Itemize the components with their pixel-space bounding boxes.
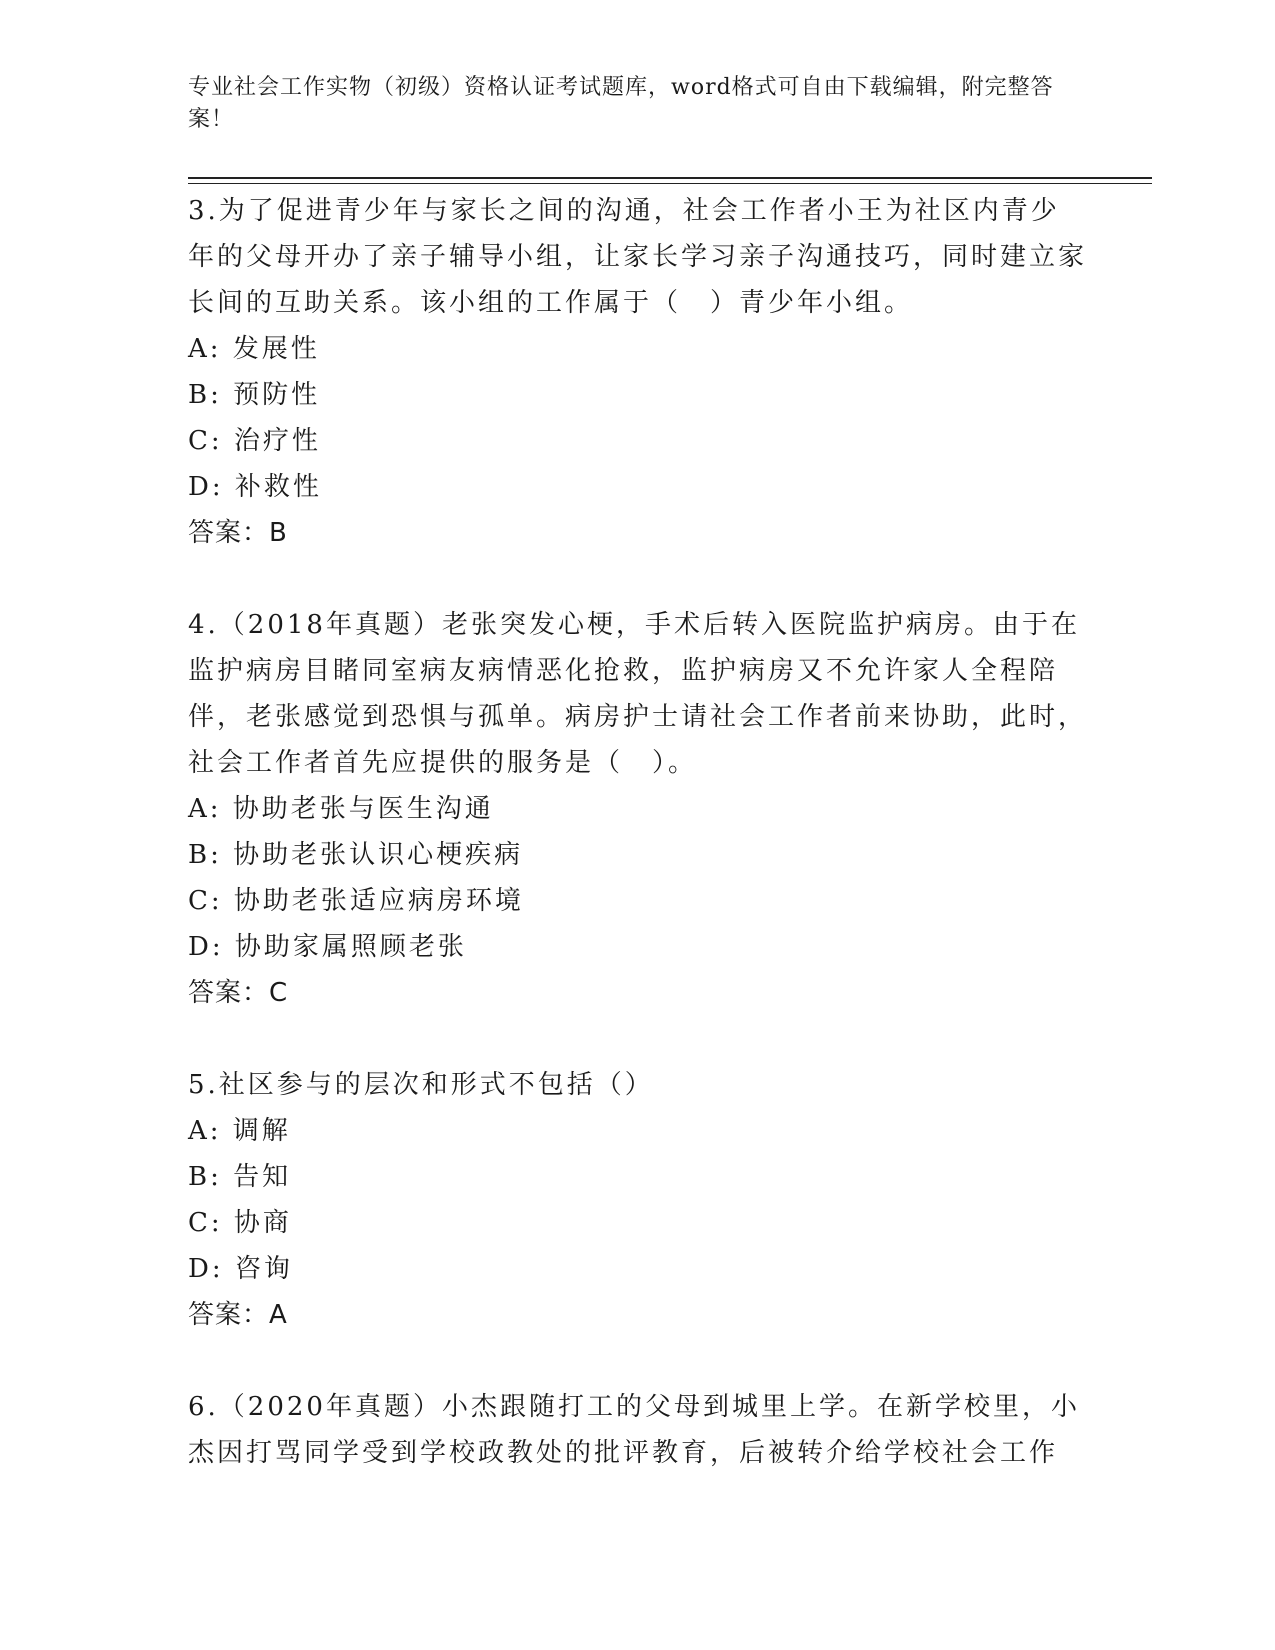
option-a: A: 协助老张与医生沟通 — [188, 794, 494, 824]
spacer — [188, 556, 1088, 602]
answer-line: 答案：C — [188, 978, 289, 1008]
question-list — [188, 188, 1088, 1476]
answer-line: 答案：A — [188, 1300, 288, 1330]
option-c: C: 协商 — [188, 1208, 292, 1238]
question-3 — [188, 188, 1088, 556]
question-4 — [188, 602, 1088, 1016]
option-c: C: 协助老张适应病房环境 — [188, 886, 524, 916]
header-divider-thin — [188, 183, 1152, 184]
option-list — [188, 326, 1088, 510]
answer-line: 答案：B — [188, 518, 288, 548]
spacer — [188, 1016, 1088, 1062]
option-d: D: 协助家属照顾老张 — [188, 932, 467, 962]
option-b: B: 预防性 — [188, 380, 321, 410]
option-a: A: 发展性 — [188, 334, 320, 364]
option-b: B: 告知 — [188, 1162, 292, 1192]
option-d: D: 咨询 — [188, 1254, 293, 1284]
question-stem: 5.社区参与的层次和形式不包括（） — [188, 1070, 654, 1100]
header-divider — [188, 177, 1152, 179]
option-d: D: 补救性 — [188, 472, 322, 502]
question-6 — [188, 1384, 1088, 1476]
question-stem: 3.为了促进青少年与家长之间的沟通，社会工作者小王为社区内青少年的父母开办了亲子辅导小组，让家长学习亲子沟通技巧，同时建立家长间的互助关系。该小组的工作属于（ ）青少年小组。 — [188, 196, 1088, 318]
option-list — [188, 786, 1088, 970]
question-stem: 4.（2018年真题）老张突发心梗，手术后转入医院监护病房。由于在监护病房目睹同室病友病情恶化抢救，监护病房又不允许家人全程陪伴，老张感觉到恐惧与孤单。病房护士请社会工作者前来协助，此时，社会工作者首先应提供的服务是（ ）。 — [188, 610, 1088, 778]
option-b: B: 协助老张认识心梗疾病 — [188, 840, 524, 870]
option-list — [188, 1108, 1088, 1292]
question-5 — [188, 1062, 1088, 1338]
question-stem: 6.（2020年真题）小杰跟随打工的父母到城里上学。在新学校里，小杰因打骂同学受到学校政教处的批评教育，后被转介给学校社会工作 — [188, 1392, 1080, 1468]
option-c: C: 治疗性 — [188, 426, 321, 456]
spacer — [188, 1338, 1088, 1384]
option-a: A: 调解 — [188, 1116, 291, 1146]
document-header: 专业社会工作实物（初级）资格认证考试题库，word格式可自由下载编辑，附完整答案！ — [188, 75, 1054, 132]
